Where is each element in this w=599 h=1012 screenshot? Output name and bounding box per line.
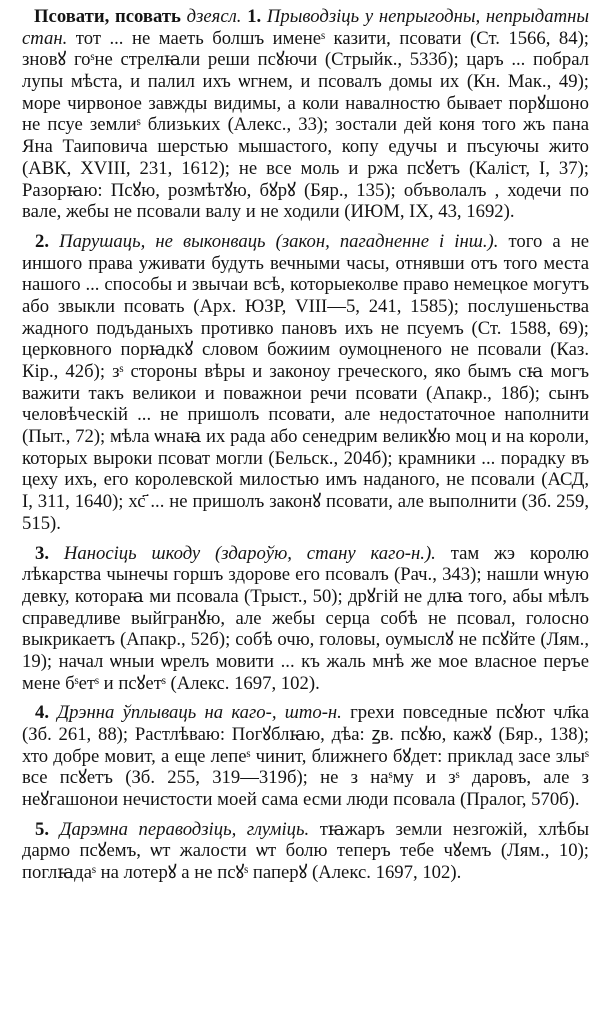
sense-gloss: Прыводзіць у непрыгодны, непрыдатны стан. <box>22 6 590 49</box>
sense-2 <box>22 231 589 535</box>
sense-1 <box>22 6 589 223</box>
headword: Псовати, псовать <box>34 6 181 27</box>
sense-number: 2. <box>35 230 50 252</box>
sense-5 <box>22 819 589 884</box>
sense-number: 1. <box>247 6 262 27</box>
sense-number: 4. <box>35 702 50 724</box>
sense-quotations: там жэ королю лѣкарства чынечы горшъ здорове его псовалъ (Рач., 343); нашли ѡную девку, котораꙗ ми псовала (Трыст., 50); дрꙋгій не длꙗ того, абы мѣлъ справедливе выйгранꙋю, але жебы серца собѣ не псовал, голосно выкрикаетъ (Апакр., 52б); собѣ очю, головы, оумыслꙋ не псꙋйте (Лям., 19); начал ѡныи ѡрелъ мовити ... къ жаль мнѣ же мое власное перъе мене бˢетˢ и псꙋетˢ (Алекс. 1697, 102). <box>22 542 590 694</box>
sense-4 <box>22 702 589 810</box>
sense-gloss: Наносіць шкоду (здароўю, стану каго-н.). <box>63 542 436 564</box>
sense-quotations: того а не иншого права уживати будуть вечными часы, отнявши отъ того места нашого ... способы и звычаи всѣ, которыеколве право немецкое могутъ або звыкли псовать (Арх. ЮЗР, VIII—5, 241, 1585); послушеньства жадного подъданыхъ противко пановъ ихъ не псуемъ (Ст. 1588, 69); церковного порꙗдкꙋ словом божиим оумоцненого не псовали (Каз. Кір., 42б); зˢ стороны вѣры и законоу греческого, яко бымъ сꙗ могъ важити такъ великои и поважнои речи псовати (Апакр., 18б); сынъ человѣческій ... не пришолъ псовати, але недостаточное наполнити (Пыт., 72); мѣла ѡнаꙗ их рада або сенедрим великꙋю моц и на короли, которых выроки псоват могли (Бельск., 204б); крамники ... порадку въ цеху ихъ, его королевской милостью имъ наданого, не псовали (АСД, I, 311, 1640); хс҃ ... не пришолъ законꙋ псовати, але выполнити (Зб. 259, 515). <box>22 230 590 534</box>
sense-gloss: Дрэнна ўплываць на каго-, што-н. <box>57 702 342 724</box>
sense-gloss: Дарэмна пераводзіць, глуміць. <box>59 818 310 840</box>
sense-gloss: Парушаць, не выконваць (закон, пагадненне і інш.). <box>59 230 499 252</box>
dictionary-entry <box>22 6 589 884</box>
sense-quotations: тꙗжаръ земли незгожій, хлѣбы дармо псꙋемъ, ѡт жалости ѡт болю теперъ тебе чꙋемъ (Лям., 10); поглꙗдаˢ на лотерꙋ а не псꙋˢ паперꙋ (Алекс. 1697, 102). <box>22 818 590 884</box>
sense-quotations: тот ... не маеть болшъ именеˢ казити, псовати (Ст. 1566, 84); зновꙋ гоˢне стрелꙗли реши псꙋючи (Стрыйк., 533б); царъ ... побрал лупы мѣста, и палил ихъ ѡгнем, и псовалъ домы их (Кн. Мак., 49); море чирвоное завжды видимы, а коли навалностю бывает порꙋшоно не псуе землиˢ близьких (Алекс., 33); зостали дей коня того жъ пана Яна Таиповича шерстью мышастого, копу едучы и пъсуючы жито (АВК, XVIII, 231, 1612); не все моль и ржа псꙋетъ (Каліст, I, 37); Разорꙗю: Псꙋю, розмѣтꙋю, бꙋрꙋ (Бяр., 135); объволалъ , ходечи по вале, жебы не псовали валу и не ходили (ИЮМ, IX, 43, 1692). <box>22 27 589 223</box>
sense-3 <box>22 543 589 695</box>
sense-number: 5. <box>35 818 50 840</box>
sense-quotations: грехи повседные псꙋют чл҃ка (Зб. 261, 88); Растлѣваю: Погꙋблꙗю, дѣа: ꙁв. псꙋю, кажꙋ (Бяр., 138); хто добре мовит, а еще лепеˢ чинит, ближнего бꙋдет: приклад засе злыˢ все псꙋетъ (Зб. 255, 319—319б); не з наˢму и зˢ даровъ, але з неꙋгашонои нечистости моей сама есми люди псовала (Пралог, 570б). <box>22 702 589 811</box>
grammar-label: дзеясл. <box>186 6 242 27</box>
sense-number: 3. <box>35 542 50 564</box>
